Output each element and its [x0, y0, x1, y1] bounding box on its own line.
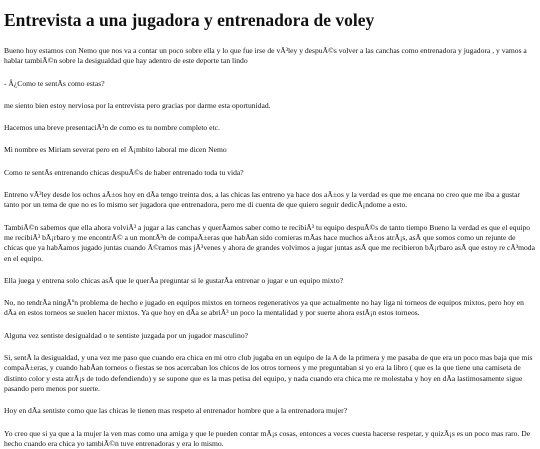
answer-paragraph: Entreno vÃ³ley desde los ochos aÃ±os hoy en dÃa tengo treinta dos, a las chicas las entreno ya hace dos aÃ±os y la verdad es que me encana no creo que me iba a gustar tanto por un tema de que no es lo mismo ser jugadora que entrenadora, pero me di cuenta de que quiero seguir dedicÃ¡ndome a esto.	[4, 190, 521, 210]
answer-paragraph: Yo creo que si ya que a la mujer la ven mas como una amiga y que le pueden contar mÃ¡s cosas, entonces a veces cuesta hacerse respetar, y quizÃ¡s es un poco mas raro. De hecho cuando era chica yo tambiÃ©n tuve entrenadoras y era lo mismo.	[4, 428, 531, 448]
question-paragraph: Hacemos una breve presentaciÃ³n de como es tu nombre completo etc.	[4, 123, 220, 133]
question-answer-paragraph: TambiÃ©n sabemos que ella ahora volviÃ³ a jugar a las canchas y querÃamos saber como te recibiÃ³ tu equipo despuÃ©s de tanto tiempo Bueno la verdad es que el equipo me recibiÃ³ bÃ¡rbaro y me encontrÃ© a un montÃ³n de compaÃ±eras que habÃan sido comieras mÃas hace muchos aÃ±os atrÃ¡s, asÃ que somos como un rejunte de chicas que ya habÃamos jugado juntas cuando Ã©ramos mas jÃ³venes y ahora de grandes volvimos a jugar juntas asÃ que me recibieron bÃ¡rbaro asÃ que estoy re cÃ³moda en el equipo.	[4, 222, 535, 263]
question-paragraph: - Â¿Como te sentÃs como estas?	[4, 78, 105, 88]
answer-paragraph: me siento bien estoy nerviosa por la entrevista pero gracias por darme esta oportunidad.	[4, 100, 271, 110]
answer-paragraph: No, no tendrÃa ningÃºn problema de hecho e jugado en equipos mixtos en torneos regenerativos ya que actualmente no hay liga ni torneos de equipos mixtos, pero hoy en dÃa en estos torneos se suelen hacer mixtos. Ya que hoy en dÃa se abriÃ³ un poco la mentalidad y por suerte ahora estÃ¡n estos torneos.	[4, 298, 524, 318]
question-paragraph: Como te sentÃs entrenando chicas despuÃ©s de haber entrenado toda tu vida?	[4, 167, 244, 177]
question-paragraph: Ella juega y entrena solo chicas asÃ que le querÃa preguntar si le gustarÃa entrenar o jugar e un equipo mixto?	[4, 275, 344, 285]
question-paragraph: Alguna vez sentiste desigualdad o te sentiste juzgada por un jugador masculino?	[4, 330, 248, 340]
question-paragraph: Hoy en dÃa sentiste como que las chicas le tienen mas respeto al entrenador hombre que a la entrenadora mujer?	[4, 406, 348, 416]
article-title: Entrevista a una jugadora y entrenadora de voley	[4, 10, 375, 30]
answer-paragraph: Mi nombre es Miriam severat pero en el Ã¡mbito laboral me dicen Nemo	[4, 145, 227, 155]
intro-paragraph: Bueno hoy estamos con Nemo que nos va a contar un poco sobre ella y lo que fue irse de vÃ³ley y despuÃ©s volver a las canchas como entrenadora y jugadora , y vamos a hablar tambiÃ©n sobre la desigualdad que hay adentro de este deporte tan lindo	[4, 46, 527, 66]
answer-paragraph: Si, sentÃ la desigualdad, y una vez me paso que cuando era chica en mi otro club jugaba en un equipo de la A de la primera y me pasaba de que era un poco mas baja que mis compaÃ±eras, y cuando habÃan torneos o fiestas se nos acercaban los chicos de los otros torneos y me preguntaban si yo era la libro ( que es la que tiene una camiseta de distinto color y esta atrÃ¡s de todo defendiendo) y se supone que es la mas petisa del equipo, y nada cuando era chica me re molestaba y hoy en dÃa lastimosamente sigue pasando pero menos por suerte.	[4, 353, 533, 393]
